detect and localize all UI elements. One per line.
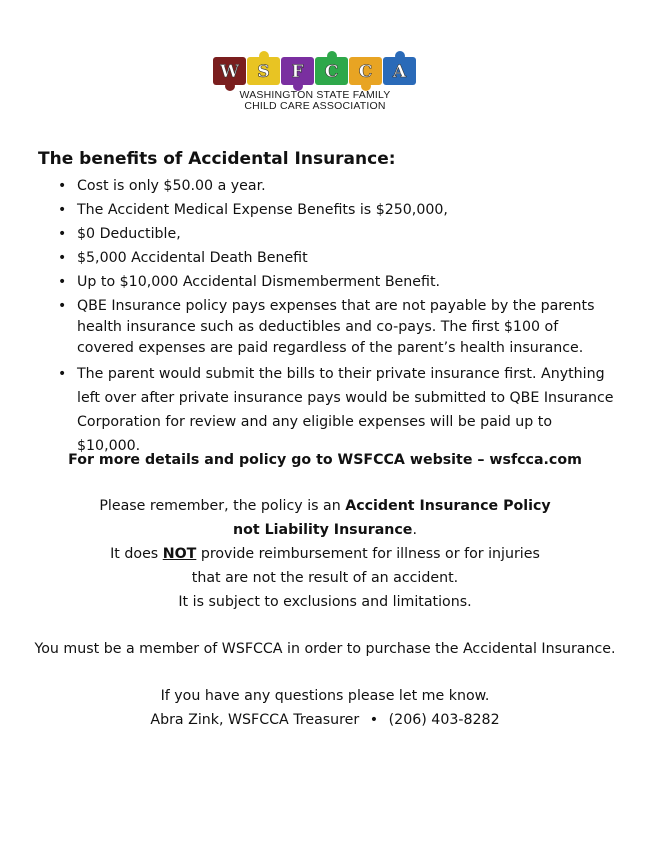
remember-line3 [0, 546, 650, 562]
remember-line2 [0, 522, 650, 538]
contact-name: Abra Zink, WSFCCA Treasurer [150, 712, 360, 728]
logo-letter-5: C [358, 62, 373, 82]
puzzle-piece-6 [383, 51, 416, 85]
benefits-heading: The benefits of Accidental Insurance: [38, 149, 396, 169]
benefit-item-death: • $5,000 Accidental Death Benefit [58, 248, 618, 269]
does-suffix: provide reimbursement for illness or for injuries [196, 546, 540, 562]
logo-letter-3: F [291, 62, 304, 82]
logo-letter-6: A [392, 62, 407, 82]
logo-letter-1: W [219, 62, 240, 82]
questions-line: If you have any questions please let me know. [160, 688, 490, 704]
remember-period: . [412, 522, 417, 538]
contact-separator: • [369, 712, 379, 728]
logo-letter-4: C [324, 62, 339, 82]
contact-line [0, 712, 650, 728]
puzzle-piece-4 [315, 51, 348, 85]
accident-policy-text: Accident Insurance Policy [345, 498, 551, 514]
remember-prefix: Please remember, the policy is an [99, 498, 346, 514]
logo-subtitle-line2: CHILD CARE ASSOCIATION [244, 100, 386, 112]
remember-line4: that are not the result of an accident. [191, 570, 459, 586]
puzzle-piece-1 [213, 57, 246, 91]
details-line: For more details and policy go to WSFCCA website – wsfcca.com [68, 452, 582, 468]
logo-subtitle [212, 90, 418, 112]
contact-phone: (206) 403-8282 [388, 712, 500, 728]
logo-letter-2: S [257, 62, 270, 82]
not-word: NOT [162, 546, 197, 562]
puzzle-piece-5 [349, 57, 382, 91]
benefits-list [58, 176, 618, 461]
puzzle-piece-2 [247, 51, 280, 85]
benefit-item-cost: • Cost is only $50.00 a year. [58, 176, 618, 197]
logo-subtitle-line1: WASHINGTON STATE FAMILY [239, 89, 391, 101]
not-liability-text: not Liability Insurance [233, 522, 413, 538]
puzzle-piece-3 [281, 57, 314, 91]
benefit-item-deductible: • $0 Deductible, [58, 224, 618, 245]
puzzle-pieces-graphic [212, 49, 418, 91]
does-prefix: It does [110, 546, 163, 562]
remember-line1 [0, 498, 650, 514]
benefit-item-qbe: • QBE Insurance policy pays expenses that are not payable by the parents health insurance such as deductibles and co-pays. The first $100 of covered expenses are paid regardless of the parent’s health insurance. [58, 296, 618, 359]
benefit-item-dismemberment: • Up to $10,000 Accidental Dismemberment Benefit. [58, 272, 618, 293]
benefit-item-submission: • The parent would submit the bills to their private insurance first. Anything left over after private insurance pays would be submitted to QBE Insurance Corporation for review and any eligible expenses will be paid up to $10,000. [58, 362, 618, 458]
remember-line5: It is subject to exclusions and limitations. [178, 594, 472, 610]
member-line: You must be a member of WSFCCA in order to purchase the Accidental Insurance. [34, 641, 616, 657]
benefit-item-medical: • The Accident Medical Expense Benefits is $250,000, [58, 200, 618, 221]
